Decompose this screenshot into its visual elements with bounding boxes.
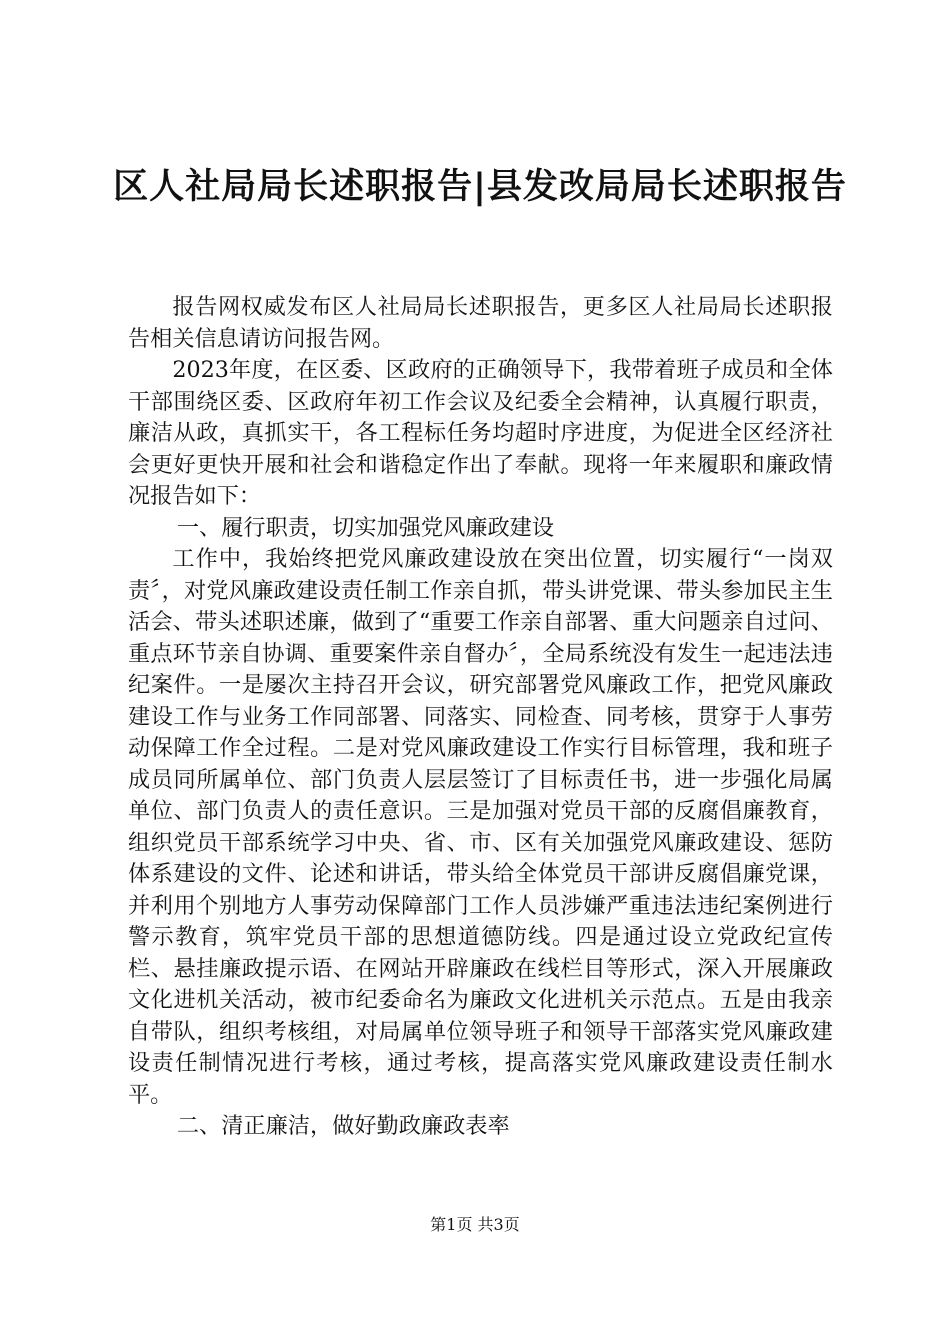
page-footer: 第1页 共3页 — [430, 1215, 520, 1234]
section-heading-2: 二、清正廉洁，做好勤政廉政表率 — [176, 1113, 510, 1139]
document-title: 区人社局局长述职报告|县发改局局长述职报告 — [113, 167, 847, 207]
section-1-paragraph: 工作中，我始终把党风廉政建设放在突出位置，切实履行“一岗双责〞，对党风廉政建设责任制工作亲自抓，带头讲党课、带头参加民主生活会、带头述职述廉，做到了“重要工作亲自部署、重大问题亲自过问、重点环节亲自协调、重要案件亲自督办〞，全局系统没有发生一起违法违纪案件。一是屡次主持召开会议，研究部署党风廉政工作，把党风廉政建设工作与业务工作同部署、同落实、同检查、同考核，贯穿于人事劳动保障工作全过程。二是对党风廉政建设工作实行目标管理，我和班子成员同所属单位、部门负责人层层签订了目标责任书，进一步强化局属单位、部门负责人的责任意识。三是加强对党员干部的反腐倡廉教育，组织党员干部系统学习中央、省、市、区有关加强党风廉政建设、惩防体系建设的文件、论述和讲话，带头给全体党员干部讲反腐倡廉党课，并利用个别地方人事劳动保障部门工作人员涉嫌严重违法违纪案例进行警示教育，筑牢党员干部的思想道德防线。四是通过设立党政纪宣传栏、悬挂廉政提示语、在网站开辟廉政在线栏目等形式，深入开展廉政文化进机关活动，被市纪委命名为廉政文化进机关示范点。五是由我亲自带队，组织考核组，对局属单位领导班子和领导干部落实党风廉政建设责任制情况进行考核，通过考核，提高落实党风廉政建设责任制水平。 — [128, 546, 833, 1108]
intro-paragraph: 报告网权威发布区人社局局长述职报告，更多区人社局局长述职报告相关信息请访问报告网。 — [128, 294, 833, 352]
document-body — [128, 292, 833, 1143]
section-heading-1: 一、履行职责，切实加强党风廉政建设 — [176, 514, 555, 541]
summary-paragraph: 2023年度，在区委、区政府的正确领导下，我带着班子成员和全体干部围绕区委、区政府年初工作会议及纪委全会精神，认真履行职责，廉洁从政，真抓实干，各工程标任务均超时序进度，为促进全区经济社会更好更快开展和社会和谐稳定作出了奉献。现将一年来履职和廉政情况报告如下： — [128, 357, 833, 509]
